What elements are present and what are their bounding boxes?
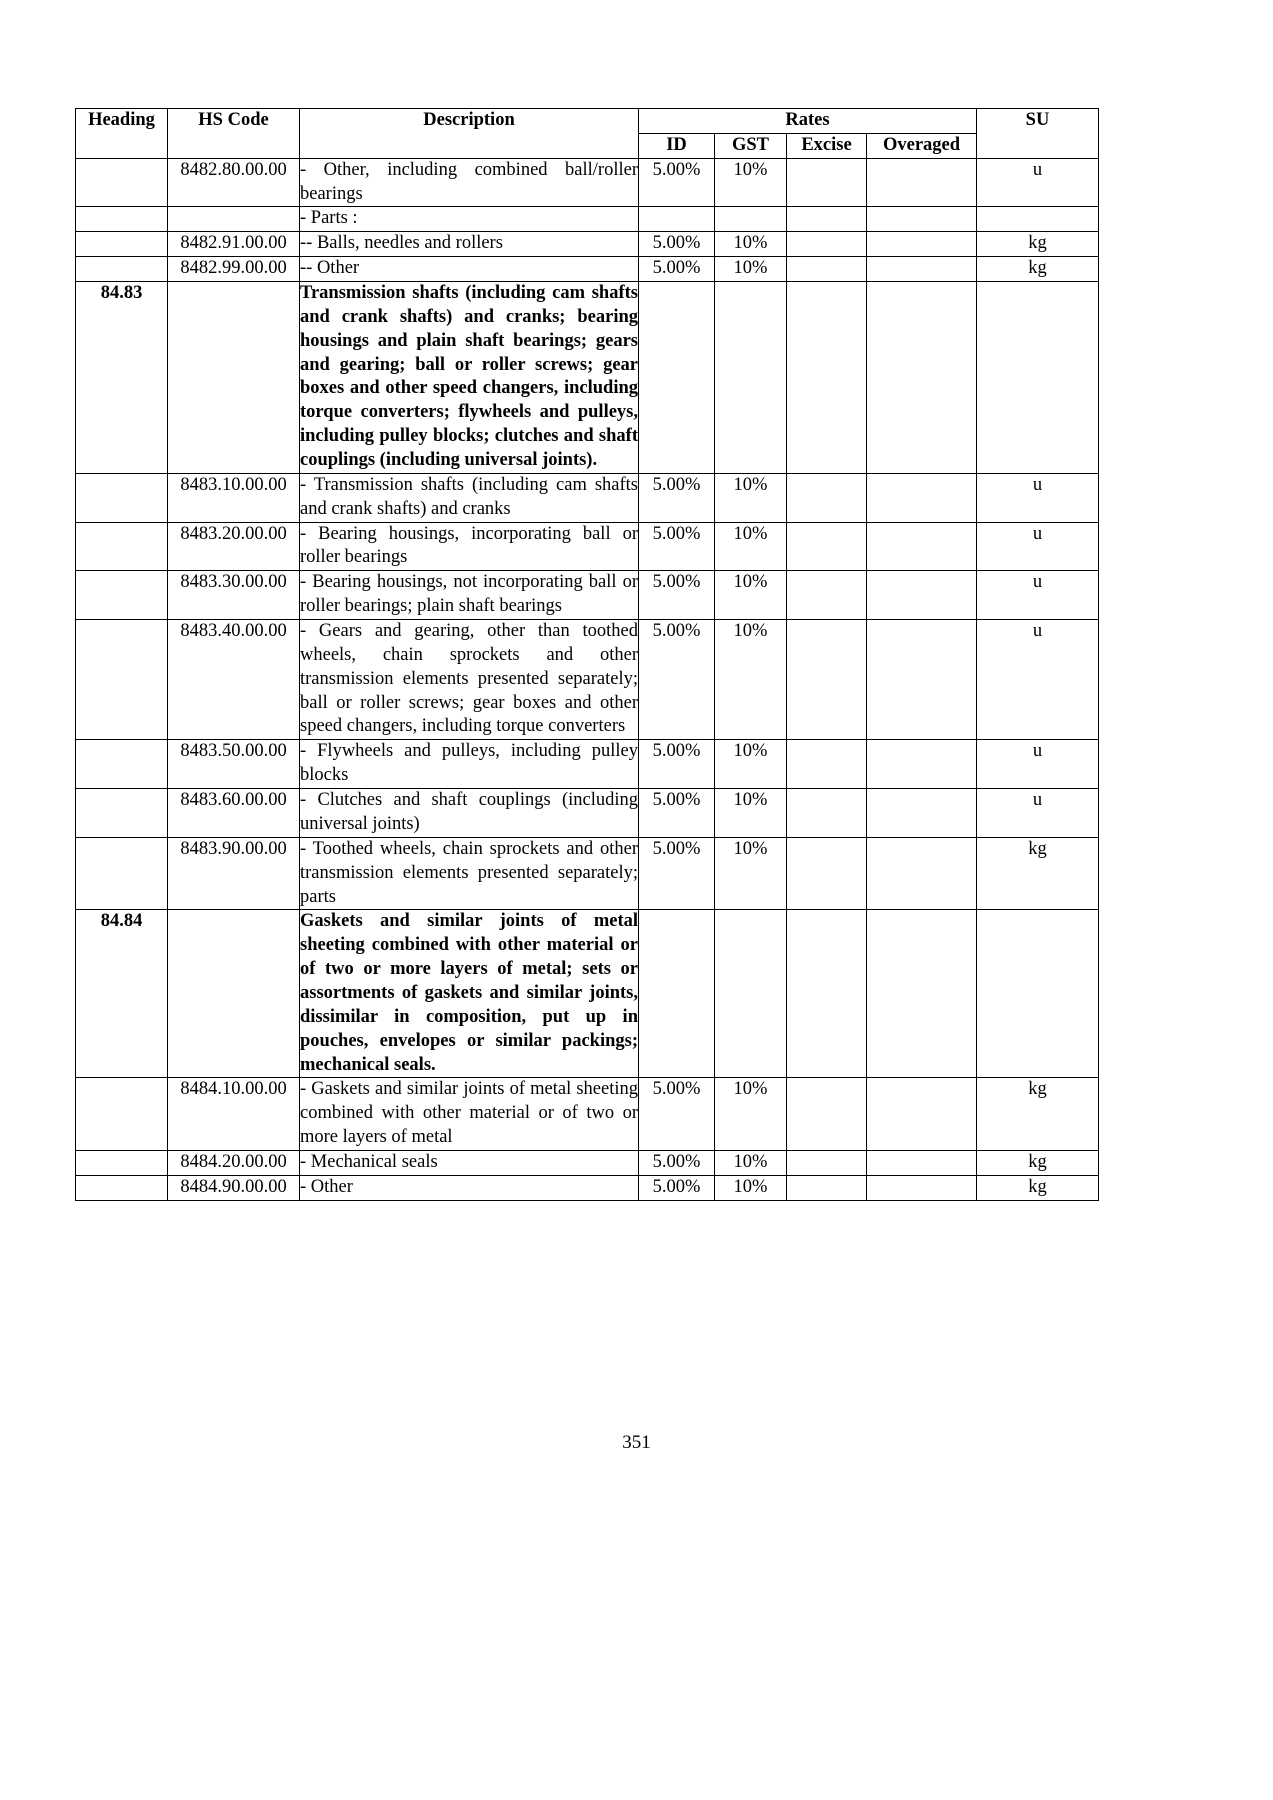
cell-id-rate: 5.00%: [639, 789, 715, 838]
table-row: [76, 282, 1099, 474]
table-row: [76, 257, 1099, 282]
cell-heading: [76, 789, 168, 838]
column-header-id: ID: [639, 133, 715, 158]
cell-description: - Mechanical seals: [300, 1150, 639, 1175]
table-row: [76, 789, 1099, 838]
cell-id-rate: 5.00%: [639, 232, 715, 257]
cell-excise-rate: [787, 257, 867, 282]
cell-heading: [76, 740, 168, 789]
cell-gst-rate: 10%: [715, 473, 787, 522]
cell-gst-rate: 10%: [715, 620, 787, 740]
cell-hs-code: 8483.50.00.00: [168, 740, 300, 789]
table-row: [76, 620, 1099, 740]
cell-description: - Bearing housings, not incorporating ball or roller bearings; plain shaft bearings: [300, 571, 639, 620]
cell-excise-rate: [787, 207, 867, 232]
cell-overaged-rate: [867, 837, 977, 910]
column-header-rates: Rates: [639, 109, 977, 134]
cell-hs-code: [168, 910, 300, 1078]
cell-description: Gaskets and similar joints of metal sheeting combined with other material or of two or more layers of metal; sets or assortments of gaskets and similar joints, dissimilar in composition, put up in pouches, envelopes or similar packings; mechanical seals.: [300, 910, 639, 1078]
column-header-gst: GST: [715, 133, 787, 158]
cell-id-rate: 5.00%: [639, 1175, 715, 1200]
cell-excise-rate: [787, 1150, 867, 1175]
cell-hs-code: 8482.99.00.00: [168, 257, 300, 282]
cell-id-rate: 5.00%: [639, 571, 715, 620]
table-header: [76, 109, 1099, 159]
table-row: [76, 740, 1099, 789]
cell-description: - Transmission shafts (including cam shafts and crank shafts) and cranks: [300, 473, 639, 522]
cell-overaged-rate: [867, 789, 977, 838]
cell-id-rate: 5.00%: [639, 158, 715, 207]
table-row: [76, 232, 1099, 257]
cell-id-rate: [639, 207, 715, 232]
cell-su: u: [977, 740, 1099, 789]
cell-overaged-rate: [867, 282, 977, 474]
cell-gst-rate: [715, 910, 787, 1078]
cell-description: - Bearing housings, incorporating ball or roller bearings: [300, 522, 639, 571]
cell-gst-rate: 10%: [715, 740, 787, 789]
cell-su: kg: [977, 837, 1099, 910]
cell-overaged-rate: [867, 207, 977, 232]
table-row: [76, 1150, 1099, 1175]
cell-heading: [76, 571, 168, 620]
cell-id-rate: 5.00%: [639, 620, 715, 740]
cell-hs-code: 8483.20.00.00: [168, 522, 300, 571]
cell-hs-code: 8483.10.00.00: [168, 473, 300, 522]
cell-gst-rate: 10%: [715, 789, 787, 838]
cell-heading: [76, 1150, 168, 1175]
cell-heading: [76, 1175, 168, 1200]
cell-gst-rate: 10%: [715, 1150, 787, 1175]
cell-heading: [76, 522, 168, 571]
cell-su: u: [977, 522, 1099, 571]
cell-su: u: [977, 620, 1099, 740]
cell-description: - Other, including combined ball/roller bearings: [300, 158, 639, 207]
cell-overaged-rate: [867, 1150, 977, 1175]
cell-id-rate: 5.00%: [639, 1078, 715, 1151]
cell-heading: [76, 620, 168, 740]
cell-su: u: [977, 158, 1099, 207]
cell-su: [977, 207, 1099, 232]
cell-description: - Parts :: [300, 207, 639, 232]
cell-overaged-rate: [867, 257, 977, 282]
tariff-table: [75, 108, 1099, 1201]
cell-id-rate: 5.00%: [639, 257, 715, 282]
cell-excise-rate: [787, 1175, 867, 1200]
table-row: [76, 1078, 1099, 1151]
cell-gst-rate: 10%: [715, 571, 787, 620]
cell-overaged-rate: [867, 232, 977, 257]
cell-su: [977, 910, 1099, 1078]
cell-description: - Toothed wheels, chain sprockets and other transmission elements presented separately; parts: [300, 837, 639, 910]
cell-description: Transmission shafts (including cam shafts and crank shafts) and cranks; bearing housings and plain shaft bearings; gears and gearing; ball or roller screws; gear boxes and other speed changers, including torque converters; flywheels and pulleys, including pulley blocks; clutches and shaft couplings (including universal joints).: [300, 282, 639, 474]
cell-hs-code: 8484.90.00.00: [168, 1175, 300, 1200]
cell-heading: [76, 158, 168, 207]
cell-id-rate: 5.00%: [639, 473, 715, 522]
cell-excise-rate: [787, 522, 867, 571]
cell-gst-rate: 10%: [715, 837, 787, 910]
cell-excise-rate: [787, 837, 867, 910]
cell-gst-rate: 10%: [715, 1078, 787, 1151]
column-header-hs-code: HS Code: [168, 109, 300, 159]
table-row: [76, 158, 1099, 207]
cell-description: - Gaskets and similar joints of metal sheeting combined with other material or of two or more layers of metal: [300, 1078, 639, 1151]
cell-id-rate: [639, 282, 715, 474]
cell-heading: 84.84: [76, 910, 168, 1078]
cell-su: u: [977, 571, 1099, 620]
cell-hs-code: 8483.30.00.00: [168, 571, 300, 620]
cell-su: kg: [977, 1150, 1099, 1175]
cell-id-rate: 5.00%: [639, 522, 715, 571]
cell-heading: [76, 473, 168, 522]
column-header-overaged: Overaged: [867, 133, 977, 158]
table-row: [76, 571, 1099, 620]
cell-overaged-rate: [867, 1078, 977, 1151]
table-row: [76, 837, 1099, 910]
cell-id-rate: 5.00%: [639, 837, 715, 910]
cell-description: - Clutches and shaft couplings (including universal joints): [300, 789, 639, 838]
cell-gst-rate: 10%: [715, 1175, 787, 1200]
cell-overaged-rate: [867, 1175, 977, 1200]
column-header-su: SU: [977, 109, 1099, 159]
cell-excise-rate: [787, 740, 867, 789]
table-row: [76, 522, 1099, 571]
cell-hs-code: [168, 207, 300, 232]
cell-gst-rate: 10%: [715, 158, 787, 207]
cell-excise-rate: [787, 1078, 867, 1151]
cell-hs-code: 8482.91.00.00: [168, 232, 300, 257]
cell-description: -- Balls, needles and rollers: [300, 232, 639, 257]
cell-heading: [76, 232, 168, 257]
cell-su: u: [977, 789, 1099, 838]
cell-heading: [76, 1078, 168, 1151]
cell-excise-rate: [787, 232, 867, 257]
cell-gst-rate: 10%: [715, 257, 787, 282]
cell-su: [977, 282, 1099, 474]
cell-heading: 84.83: [76, 282, 168, 474]
cell-gst-rate: 10%: [715, 232, 787, 257]
cell-description: - Other: [300, 1175, 639, 1200]
cell-heading: [76, 257, 168, 282]
cell-description: -- Other: [300, 257, 639, 282]
cell-hs-code: 8484.10.00.00: [168, 1078, 300, 1151]
table-row: [76, 910, 1099, 1078]
cell-excise-rate: [787, 620, 867, 740]
cell-overaged-rate: [867, 473, 977, 522]
cell-su: kg: [977, 1175, 1099, 1200]
cell-overaged-rate: [867, 620, 977, 740]
column-header-heading: Heading: [76, 109, 168, 159]
cell-excise-rate: [787, 282, 867, 474]
cell-overaged-rate: [867, 522, 977, 571]
cell-su: kg: [977, 232, 1099, 257]
column-header-excise: Excise: [787, 133, 867, 158]
cell-su: u: [977, 473, 1099, 522]
cell-id-rate: [639, 910, 715, 1078]
cell-hs-code: 8483.40.00.00: [168, 620, 300, 740]
cell-overaged-rate: [867, 158, 977, 207]
cell-excise-rate: [787, 789, 867, 838]
cell-heading: [76, 837, 168, 910]
cell-hs-code: 8483.90.00.00: [168, 837, 300, 910]
cell-overaged-rate: [867, 910, 977, 1078]
column-header-description: Description: [300, 109, 639, 159]
cell-hs-code: 8484.20.00.00: [168, 1150, 300, 1175]
cell-overaged-rate: [867, 740, 977, 789]
cell-excise-rate: [787, 910, 867, 1078]
cell-gst-rate: [715, 282, 787, 474]
page-number: 351: [622, 1432, 651, 1453]
cell-excise-rate: [787, 571, 867, 620]
table-body: [76, 158, 1099, 1200]
cell-id-rate: 5.00%: [639, 1150, 715, 1175]
cell-hs-code: 8482.80.00.00: [168, 158, 300, 207]
cell-description: - Gears and gearing, other than toothed wheels, chain sprockets and other transmission elements presented separately; ball or roller screws; gear boxes and other speed changers, including torque converters: [300, 620, 639, 740]
cell-su: kg: [977, 257, 1099, 282]
cell-id-rate: 5.00%: [639, 740, 715, 789]
cell-heading: [76, 207, 168, 232]
cell-description: - Flywheels and pulleys, including pulley blocks: [300, 740, 639, 789]
cell-overaged-rate: [867, 571, 977, 620]
cell-su: kg: [977, 1078, 1099, 1151]
cell-hs-code: 8483.60.00.00: [168, 789, 300, 838]
table-row: [76, 207, 1099, 232]
table-row: [76, 473, 1099, 522]
cell-excise-rate: [787, 158, 867, 207]
cell-excise-rate: [787, 473, 867, 522]
cell-hs-code: [168, 282, 300, 474]
cell-gst-rate: 10%: [715, 522, 787, 571]
cell-gst-rate: [715, 207, 787, 232]
table-row: [76, 1175, 1099, 1200]
